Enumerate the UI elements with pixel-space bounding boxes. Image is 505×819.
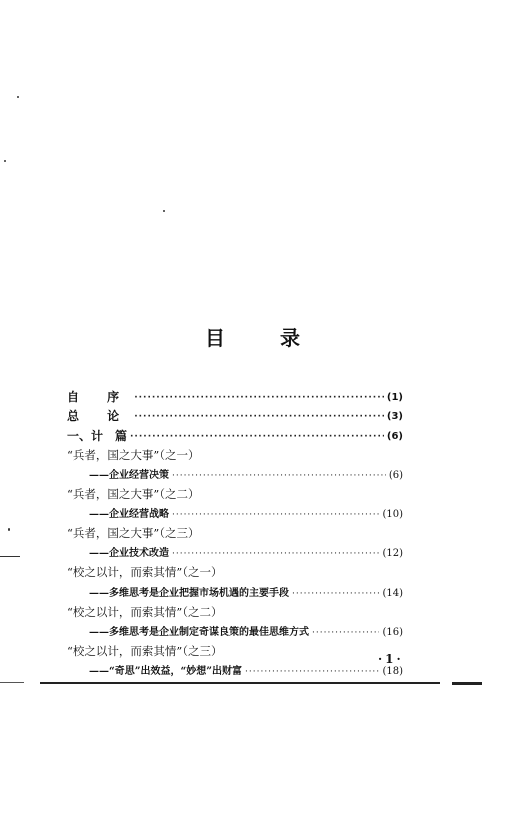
dot-leader	[172, 472, 386, 481]
toc-entry	[67, 383, 403, 403]
toc-entry-label: ——企业经营决策	[89, 469, 169, 481]
toc-entry-page: (3)	[386, 411, 403, 423]
dot-leader	[134, 394, 384, 403]
toc-entry-label: ——企业经营战略	[89, 509, 169, 521]
toc-entry-label: “校之以计，而索其情”（之二）	[67, 604, 223, 619]
toc-entry	[67, 657, 403, 677]
toc-entry-label: “校之以计，而索其情”（之一）	[67, 565, 223, 580]
scan-speck	[0, 556, 20, 557]
toc-entry	[67, 638, 403, 658]
scan-edge-line	[0, 682, 24, 683]
dot-leader	[312, 629, 379, 638]
toc-entry-label: “兵者，国之大事”（之二）	[67, 487, 200, 502]
toc-entry-label: 一、计 篇	[67, 428, 128, 443]
dot-leader	[172, 511, 379, 520]
toc-entry	[67, 481, 403, 501]
toc-entry	[67, 520, 403, 540]
dot-leader	[172, 550, 379, 559]
toc-entry-page: (12)	[382, 548, 403, 560]
toc-entry-label: ——企业技术改造	[89, 548, 169, 560]
page-number: ·1·	[378, 652, 404, 666]
toc-entry-page: (6)	[386, 430, 403, 442]
toc-entry-label: 自 序	[67, 389, 132, 404]
toc-entry	[67, 579, 403, 599]
toc-entry-page: (10)	[382, 509, 403, 521]
scan-edge-line	[40, 682, 440, 684]
toc-entry-label: “兵者，国之大事”（之三）	[67, 526, 200, 541]
toc-entry-page: (6)	[388, 469, 403, 481]
toc-entry-label: ——多维思考是企业把握市场机遇的主要手段	[89, 587, 289, 599]
dot-leader	[292, 590, 379, 599]
toc-entry-label: “兵者，国之大事”（之一）	[67, 447, 200, 462]
dot-leader	[245, 668, 379, 677]
toc-entry-label: ——“奇思”出效益，“妙想”出财富	[89, 665, 243, 677]
toc-entry	[67, 442, 403, 462]
table-of-contents	[67, 383, 403, 677]
dot-leader	[130, 433, 384, 442]
scan-speck	[163, 210, 165, 212]
dot-leader	[134, 413, 384, 422]
toc-entry-page: (14)	[382, 587, 403, 599]
scan-speck	[17, 96, 19, 98]
toc-entry-label: ——多维思考是企业制定奇谋良策的最佳思维方式	[89, 626, 309, 638]
toc-entry	[67, 461, 403, 481]
scan-speck	[8, 528, 10, 531]
toc-entry-page: (16)	[382, 626, 403, 638]
toc-entry-page: (18)	[382, 665, 403, 677]
toc-entry	[67, 599, 403, 619]
toc-entry-label: 总 论	[67, 409, 132, 424]
toc-entry-label: “校之以计，而索其情”（之三）	[67, 643, 223, 658]
toc-entry	[67, 559, 403, 579]
page-title: 目 录	[205, 326, 324, 350]
toc-entry	[67, 501, 403, 521]
toc-entry	[67, 618, 403, 638]
toc-entry	[67, 422, 403, 442]
toc-entry-page: (1)	[386, 391, 403, 403]
toc-entry	[67, 540, 403, 560]
toc-entry	[67, 403, 403, 423]
scan-speck	[4, 160, 6, 162]
scan-edge-line	[452, 682, 482, 685]
